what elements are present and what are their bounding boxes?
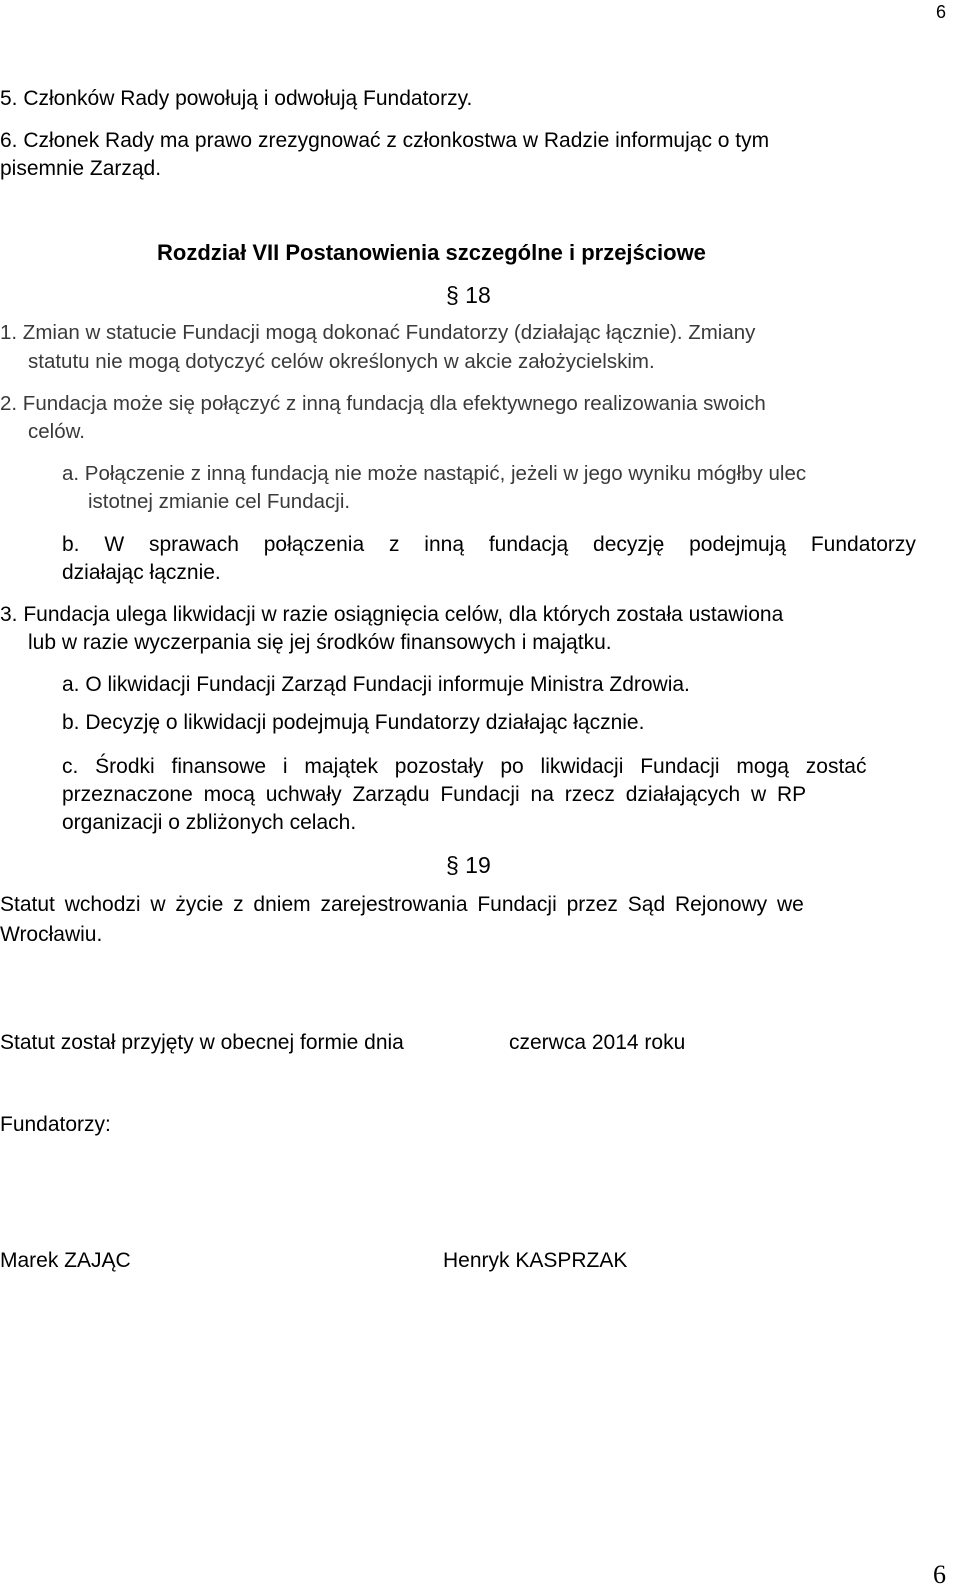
s18-p2-line-1: 2. Fundacja może się połączyć z inną fundacją dla efektywnego realizowania swoich	[0, 392, 766, 415]
page-number-bottom: 6	[933, 1560, 946, 1589]
s18-p3-line-1: 3. Fundacja ulega likwidacji w razie osiągnięcia celów, dla których została ustawiona	[0, 603, 784, 626]
section-18-heading: § 18	[446, 282, 491, 308]
adopted-label: Statut został przyjęty w obecnej formie dnia	[0, 1031, 404, 1054]
page-number-top: 6	[935, 2, 946, 22]
s18-p1-line-1: 1. Zmian w statucie Fundacji mogą dokonać Fundatorzy (działając łącznie). Zmiany	[0, 321, 756, 344]
signatory-1: Marek ZAJĄC	[0, 1249, 131, 1272]
adopted-date: czerwca 2014 roku	[509, 1031, 686, 1054]
s18-pb-line-2: działając łącznie.	[62, 561, 221, 584]
section-19-heading: § 19	[446, 852, 491, 878]
s18-pb-line-1: b. W sprawach połączenia z inną fundacją decyzję podejmują Fundatorzy	[62, 533, 916, 556]
s18-p3c-line-3: organizacji o zbliżonych celach.	[62, 811, 357, 834]
item-5: 5. Członków Rady powołują i odwołują Fundatorzy.	[0, 87, 473, 110]
s18-p3c-line-1: c. Środki finansowe i majątek pozostały po likwidacji Fundacji mogą zostać	[62, 755, 867, 778]
s19-line-1: Statut wchodzi w życie z dniem zarejestrowania Fundacji przez Sąd Rejonowy we	[0, 893, 804, 916]
s18-p3c-line-2: przeznaczone mocą uchwały Zarządu Fundacji na rzecz działających w RP	[62, 783, 807, 806]
founders-label: Fundatorzy:	[0, 1113, 111, 1136]
s18-p3b: b. Decyzję o likwidacji podejmują Fundatorzy działając łącznie.	[62, 711, 645, 734]
s18-p2-line-2: celów.	[28, 420, 85, 443]
item-6-line-2: pisemnie Zarząd.	[0, 157, 162, 180]
s19-line-2: Wrocławiu.	[0, 923, 103, 946]
s18-pa-line-2: istotnej zmianie cel Fundacji.	[88, 490, 351, 513]
s18-pa-line-1: a. Połączenie z inną fundacją nie może nastąpić, jeżeli w jego wyniku mógłby ulec	[62, 462, 807, 485]
s18-p3-line-2: lub w razie wyczerpania się jej środków finansowych i majątku.	[28, 631, 612, 654]
chapter-title: Rozdział VII Postanowienia szczególne i przejściowe	[157, 240, 706, 265]
s18-p3a: a. O likwidacji Fundacji Zarząd Fundacji informuje Ministra Zdrowia.	[62, 673, 690, 696]
item-6-line-1: 6. Członek Rady ma prawo zrezygnować z członkostwa w Radzie informując o tym	[0, 129, 770, 152]
s18-p1-line-2: statutu nie mogą dotyczyć celów określonych w akcie założycielskim.	[28, 350, 655, 373]
signatory-2: Henryk KASPRZAK	[443, 1249, 628, 1272]
